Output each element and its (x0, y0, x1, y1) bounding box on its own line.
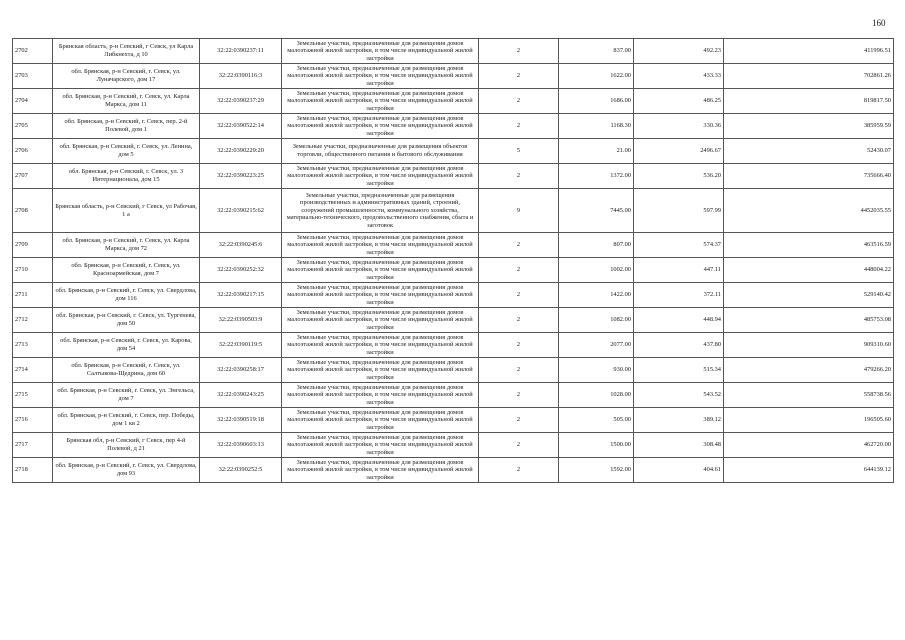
cadastral-value-cell: 909310.60 (724, 333, 894, 358)
table-row (13, 408, 894, 433)
area-cell: 837.00 (559, 39, 634, 64)
address-cell: Брянская область, р-н Севский, г Севск, ул Карла Либкнехта, д 10 (53, 39, 200, 64)
row-number-cell: 2708 (13, 189, 53, 233)
specific-value-cell: 536.20 (634, 164, 724, 189)
specific-value-cell: 492.23 (634, 39, 724, 64)
specific-value-cell: 543.52 (634, 383, 724, 408)
address-cell: обл. Брянская, р-н Севский, г. Севск, ул. Луначарского, дом 17 (53, 64, 200, 89)
table-row (13, 64, 894, 89)
table-row (13, 114, 894, 139)
row-number-cell: 2704 (13, 89, 53, 114)
row-number-cell: 2707 (13, 164, 53, 189)
specific-value-cell: 437.80 (634, 333, 724, 358)
land-use-cell: Земельные участки, предназначенные для размещения домов малоэтажной жилой застройки, в том числе индивидуальной жилой застройки (282, 283, 479, 308)
table-row (13, 39, 894, 64)
cadastral-value-cell: 819817.50 (724, 89, 894, 114)
table-body (13, 39, 894, 483)
address-cell: обл. Брянская, р-н Севский, г. Севск, ул. Свердлова, дом 116 (53, 283, 200, 308)
address-cell: обл. Брянская, р-н Севский, г. Севск, пер. 2-й Полевой, дом 1 (53, 114, 200, 139)
specific-value-cell: 574.37 (634, 233, 724, 258)
address-cell: Брянская область, р-н Севский, г Севск, ул Рабочая, 1 а (53, 189, 200, 233)
area-cell: 1028.00 (559, 383, 634, 408)
table-row (13, 308, 894, 333)
area-cell: 807.00 (559, 233, 634, 258)
table-row (13, 333, 894, 358)
table-row (13, 139, 894, 164)
area-cell: 1168.30 (559, 114, 634, 139)
address-cell: Брянская обл, р-н Севский, г Севск, пер 4-й Полевой, д 21 (53, 433, 200, 458)
category-cell: 2 (479, 283, 559, 308)
address-cell: обл. Брянская, р-н Севский, г. Севск, ул. Карла Маркса, дом 11 (53, 89, 200, 114)
cadastral-value-cell: 385959.59 (724, 114, 894, 139)
cadastral-value-cell: 448004.22 (724, 258, 894, 283)
category-cell: 5 (479, 139, 559, 164)
category-cell: 2 (479, 258, 559, 283)
table-row (13, 189, 894, 233)
land-use-cell: Земельные участки, предназначенные для размещения домов малоэтажной жилой застройки, в том числе индивидуальной жилой застройки (282, 89, 479, 114)
area-cell: 1686.00 (559, 89, 634, 114)
cadastral-value-table (12, 38, 894, 483)
row-number-cell: 2716 (13, 408, 53, 433)
area-cell: 930.00 (559, 358, 634, 383)
address-cell: обл. Брянская, р-н Севский, г. Севск, ул. Салтыкова-Щедрина, дом 60 (53, 358, 200, 383)
cadastral-value-cell: 196505.60 (724, 408, 894, 433)
address-cell: обл. Брянская, р-н Севский, г. Севск, ул. Ленина, дом 5 (53, 139, 200, 164)
category-cell: 2 (479, 358, 559, 383)
specific-value-cell: 2496.67 (634, 139, 724, 164)
address-cell: обл. Брянская, р-н Севский, г. Севск, ул. Красноармейская, дом 7 (53, 258, 200, 283)
cadastral-value-cell: 52430.07 (724, 139, 894, 164)
table-row (13, 164, 894, 189)
category-cell: 2 (479, 408, 559, 433)
category-cell: 2 (479, 383, 559, 408)
land-use-cell: Земельные участки, предназначенные для размещения домов малоэтажной жилой застройки, в том числе индивидуальной жилой застройки (282, 39, 479, 64)
specific-value-cell: 404.61 (634, 458, 724, 483)
land-use-cell: Земельные участки, предназначенные для размещения домов малоэтажной жилой застройки, в том числе индивидуальной жилой застройки (282, 433, 479, 458)
specific-value-cell: 330.36 (634, 114, 724, 139)
cadastral-value-cell: 702861.26 (724, 64, 894, 89)
specific-value-cell: 597.99 (634, 189, 724, 233)
address-cell: обл. Брянская, р-н Севский, г. Севск, пер. Победы, дом 1 кв 2 (53, 408, 200, 433)
cadastral-number-cell: 32:22:0390522:14 (200, 114, 282, 139)
address-cell: обл. Брянская, р-н Севский, г. Севск, ул. Энгельса, дом 7 (53, 383, 200, 408)
area-cell: 505.00 (559, 408, 634, 433)
area-cell: 1622.00 (559, 64, 634, 89)
area-cell: 1002.00 (559, 258, 634, 283)
category-cell: 2 (479, 39, 559, 64)
category-cell: 2 (479, 164, 559, 189)
row-number-cell: 2717 (13, 433, 53, 458)
land-use-cell: Земельные участки, предназначенные для размещения домов малоэтажной жилой застройки, в том числе индивидуальной жилой застройки (282, 258, 479, 283)
row-number-cell: 2713 (13, 333, 53, 358)
table-row (13, 283, 894, 308)
address-cell: обл. Брянская, р-н Севский, г. Севск, ул. Карла Маркса, дом 72 (53, 233, 200, 258)
cadastral-number-cell: 32:22:0390258:17 (200, 358, 282, 383)
address-cell: обл. Брянская, р-н Севский, г. Севск, ул. Тургенева, дом 50 (53, 308, 200, 333)
land-use-cell: Земельные участки, предназначенные для размещения производственных и административных зданий, строений, сооружений промышленности, коммунального хозяйства, материально-технического, продовольственного снабжения, сбыта и заготовок (282, 189, 479, 233)
row-number-cell: 2718 (13, 458, 53, 483)
row-number-cell: 2703 (13, 64, 53, 89)
cadastral-number-cell: 32:22:0390245:6 (200, 233, 282, 258)
category-cell: 2 (479, 308, 559, 333)
specific-value-cell: 448.94 (634, 308, 724, 333)
category-cell: 2 (479, 89, 559, 114)
land-use-cell: Земельные участки, предназначенные для размещения домов малоэтажной жилой застройки, в том числе индивидуальной жилой застройки (282, 383, 479, 408)
cadastral-number-cell: 32:22:0390217:15 (200, 283, 282, 308)
cadastral-number-cell: 32:22:0390519:18 (200, 408, 282, 433)
cadastral-value-cell: 4452035.55 (724, 189, 894, 233)
address-cell: обл. Брянская, р-н Севский, г. Севск, ул. Карова, дом 54 (53, 333, 200, 358)
cadastral-number-cell: 32:22:0390503:9 (200, 308, 282, 333)
cadastral-value-cell: 558738.56 (724, 383, 894, 408)
land-use-cell: Земельные участки, предназначенные для размещения домов малоэтажной жилой застройки, в том числе индивидуальной жилой застройки (282, 64, 479, 89)
cadastral-value-cell: 644139.12 (724, 458, 894, 483)
cadastral-number-cell: 32:22:0390237:29 (200, 89, 282, 114)
area-cell: 1592.00 (559, 458, 634, 483)
specific-value-cell: 447.11 (634, 258, 724, 283)
land-use-cell: Земельные участки, предназначенные для размещения объектов торговли, общественного питания и бытового обслуживания (282, 139, 479, 164)
cadastral-number-cell: 32:22:0390243:25 (200, 383, 282, 408)
row-number-cell: 2712 (13, 308, 53, 333)
row-number-cell: 2711 (13, 283, 53, 308)
category-cell: 2 (479, 233, 559, 258)
specific-value-cell: 515.34 (634, 358, 724, 383)
cadastral-value-cell: 485753.08 (724, 308, 894, 333)
cadastral-number-cell: 32:22:0390252:32 (200, 258, 282, 283)
specific-value-cell: 486.25 (634, 89, 724, 114)
area-cell: 1372.00 (559, 164, 634, 189)
cadastral-number-cell: 32:22:0390603:13 (200, 433, 282, 458)
cadastral-number-cell: 32:22:0390119:5 (200, 333, 282, 358)
cadastral-number-cell: 32:22:0390229:20 (200, 139, 282, 164)
category-cell: 2 (479, 114, 559, 139)
table-row (13, 358, 894, 383)
row-number-cell: 2706 (13, 139, 53, 164)
row-number-cell: 2715 (13, 383, 53, 408)
area-cell: 1500.00 (559, 433, 634, 458)
specific-value-cell: 433.33 (634, 64, 724, 89)
cadastral-number-cell: 32:22:0390252:5 (200, 458, 282, 483)
land-use-cell: Земельные участки, предназначенные для размещения домов малоэтажной жилой застройки, в том числе индивидуальной жилой застройки (282, 164, 479, 189)
category-cell: 2 (479, 333, 559, 358)
area-cell: 21.00 (559, 139, 634, 164)
category-cell: 2 (479, 433, 559, 458)
land-use-cell: Земельные участки, предназначенные для размещения домов малоэтажной жилой застройки, в том числе индивидуальной жилой застройки (282, 233, 479, 258)
specific-value-cell: 308.48 (634, 433, 724, 458)
cadastral-number-cell: 32:22:0390215:62 (200, 189, 282, 233)
table-row (13, 383, 894, 408)
table-row (13, 233, 894, 258)
table-row (13, 433, 894, 458)
category-cell: 2 (479, 458, 559, 483)
cadastral-number-cell: 32:22:0390116:3 (200, 64, 282, 89)
cadastral-number-cell: 32:22:0390237:11 (200, 39, 282, 64)
table-row (13, 258, 894, 283)
area-cell: 7445.00 (559, 189, 634, 233)
specific-value-cell: 389.12 (634, 408, 724, 433)
row-number-cell: 2710 (13, 258, 53, 283)
row-number-cell: 2709 (13, 233, 53, 258)
cadastral-value-cell: 411996.51 (724, 39, 894, 64)
land-use-cell: Земельные участки, предназначенные для размещения домов малоэтажной жилой застройки, в том числе индивидуальной жилой застройки (282, 114, 479, 139)
area-cell: 1082.00 (559, 308, 634, 333)
land-use-cell: Земельные участки, предназначенные для размещения домов малоэтажной жилой застройки, в том числе индивидуальной жилой застройки (282, 308, 479, 333)
cadastral-value-cell: 463516.59 (724, 233, 894, 258)
table-row (13, 89, 894, 114)
category-cell: 2 (479, 64, 559, 89)
land-use-cell: Земельные участки, предназначенные для размещения домов малоэтажной жилой застройки, в том числе индивидуальной жилой застройки (282, 333, 479, 358)
cadastral-value-cell: 735666.40 (724, 164, 894, 189)
land-use-cell: Земельные участки, предназначенные для размещения домов малоэтажной жилой застройки, в том числе индивидуальной жилой застройки (282, 458, 479, 483)
cadastral-value-cell: 462720.00 (724, 433, 894, 458)
area-cell: 2077.00 (559, 333, 634, 358)
cadastral-number-cell: 32:22:0390223:25 (200, 164, 282, 189)
page-number: 160 (872, 18, 886, 28)
cadastral-value-cell: 529140.42 (724, 283, 894, 308)
category-cell: 9 (479, 189, 559, 233)
cadastral-value-cell: 479266.20 (724, 358, 894, 383)
row-number-cell: 2714 (13, 358, 53, 383)
area-cell: 1422.00 (559, 283, 634, 308)
table-row (13, 458, 894, 483)
row-number-cell: 2705 (13, 114, 53, 139)
address-cell: обл. Брянская, р-н Севский, г. Севск, ул. 3 Интернационала, дом 15 (53, 164, 200, 189)
land-use-cell: Земельные участки, предназначенные для размещения домов малоэтажной жилой застройки, в том числе индивидуальной жилой застройки (282, 408, 479, 433)
address-cell: обл. Брянская, р-н Севский, г. Севск, ул. Свердлова, дом 93 (53, 458, 200, 483)
specific-value-cell: 372.11 (634, 283, 724, 308)
land-use-cell: Земельные участки, предназначенные для размещения домов малоэтажной жилой застройки, в том числе индивидуальной жилой застройки (282, 358, 479, 383)
row-number-cell: 2702 (13, 39, 53, 64)
